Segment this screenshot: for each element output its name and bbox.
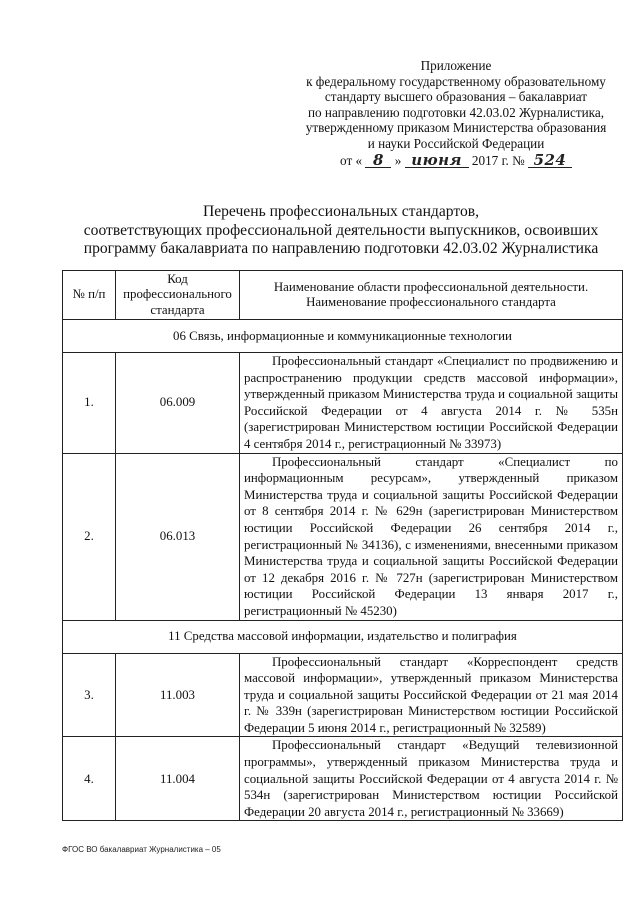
row-description: Профессиональный стандарт «Специалист по продвижению и распространению продукции средств массовой информации», утвержденный приказом Министерства труда и социальной защиты Российской Федерации от 4 августа 2014 г. № 535н (зарегистрирован Министерством юстиции Российской Федерации 4 сентября 2014 г., регистрационный № 33973) <box>240 353 623 454</box>
row-description: Профессиональный стандарт «Корреспондент средств массовой информации», утвержденный приказом Министерства труда и социальной защиты Российской Федерации от 21 мая 2014 г. № 339н (зарегистрирован Министерством юстиции Российской Федерации 5 июня 2014 г., регистрационный № 32589) <box>240 653 623 737</box>
table-row <box>63 453 623 620</box>
page-footer: ФГОС ВО бакалавриат Журналистика – 05 <box>62 845 221 854</box>
section-title: 11 Средства массовой информации, издательство и полиграфия <box>63 620 623 653</box>
header-num: № п/п <box>63 271 116 320</box>
header-code: Код профессионального стандарта <box>116 271 240 320</box>
handwritten-order-number: 524 <box>528 154 572 168</box>
row-description: Профессиональный стандарт «Специалист по информационным ресурсам», утвержденный приказом Министерства труда и социальной защиты Российской Федерации от 8 сентября 2014 г. № 629н (зарегистрирован Министерством юстиции Российской Федерации 26 сентября 2014 г., регистрационный № 34136), с изменениями, внесенными приказом Министерства труда и социальной защиты Российской Федерации от 12 декабря 2016 г. № 727н (зарегистрирован Министерством юстиции Российской Федерации 13 января 2017 г., регистрационный № 45230) <box>240 453 623 620</box>
table-row <box>63 653 623 737</box>
document-title <box>60 203 622 259</box>
row-code: 11.004 <box>116 737 240 821</box>
table-row <box>63 353 623 454</box>
header-name: Наименование области профессиональной деятельности. Наименование профессионального стандарта <box>240 271 623 320</box>
row-code: 11.003 <box>116 653 240 737</box>
section-title: 06 Связь, информационные и коммуникационные технологии <box>63 320 623 353</box>
handwritten-day: 8 <box>365 154 391 168</box>
appendix-line: Приложение <box>420 58 492 73</box>
appendix-line: утвержденному приказом Министерства образования <box>305 120 607 136</box>
row-num: 4. <box>63 737 116 821</box>
appendix-block <box>296 58 616 168</box>
date-prefix: от « <box>340 152 363 168</box>
row-description: Профессиональный стандарт «Ведущий телевизионной программы», утвержденный приказом Министерства труда и социальной защиты Российской Федерации от 4 августа 2014 г. № 534н (зарегистрирован Министерством юстиции Российской Федерации 20 августа 2014 г., регистрационный № 33669) <box>240 737 623 821</box>
date-separator: » <box>394 152 402 168</box>
row-num: 2. <box>63 453 116 620</box>
date-year: 2017 г. № <box>471 152 525 168</box>
row-code: 06.013 <box>116 453 240 620</box>
title-line: программу бакалавриата по направлению подготовки 42.03.02 Журналистика <box>83 240 599 257</box>
title-line: Перечень профессиональных стандартов, <box>202 203 480 220</box>
row-num: 3. <box>63 653 116 737</box>
handwritten-month: июня <box>405 154 469 168</box>
order-dateline <box>296 150 616 169</box>
title-line: соответствующих профессиональной деятельности выпускников, освоивших <box>83 221 599 239</box>
row-num: 1. <box>63 353 116 454</box>
table-row <box>63 737 623 821</box>
section-row <box>63 320 623 353</box>
section-row <box>63 620 623 653</box>
row-code: 06.009 <box>116 353 240 454</box>
appendix-line: по направлению подготовки 42.03.02 Журналистика, <box>307 104 605 120</box>
appendix-line: и науки Российской Федерации <box>367 135 545 151</box>
appendix-line: к федеральному государственному образовательному <box>306 73 606 89</box>
table-header-row <box>63 271 623 320</box>
appendix-line: стандарту высшего образования – бакалавриат <box>324 89 588 105</box>
standards-table <box>62 270 623 821</box>
